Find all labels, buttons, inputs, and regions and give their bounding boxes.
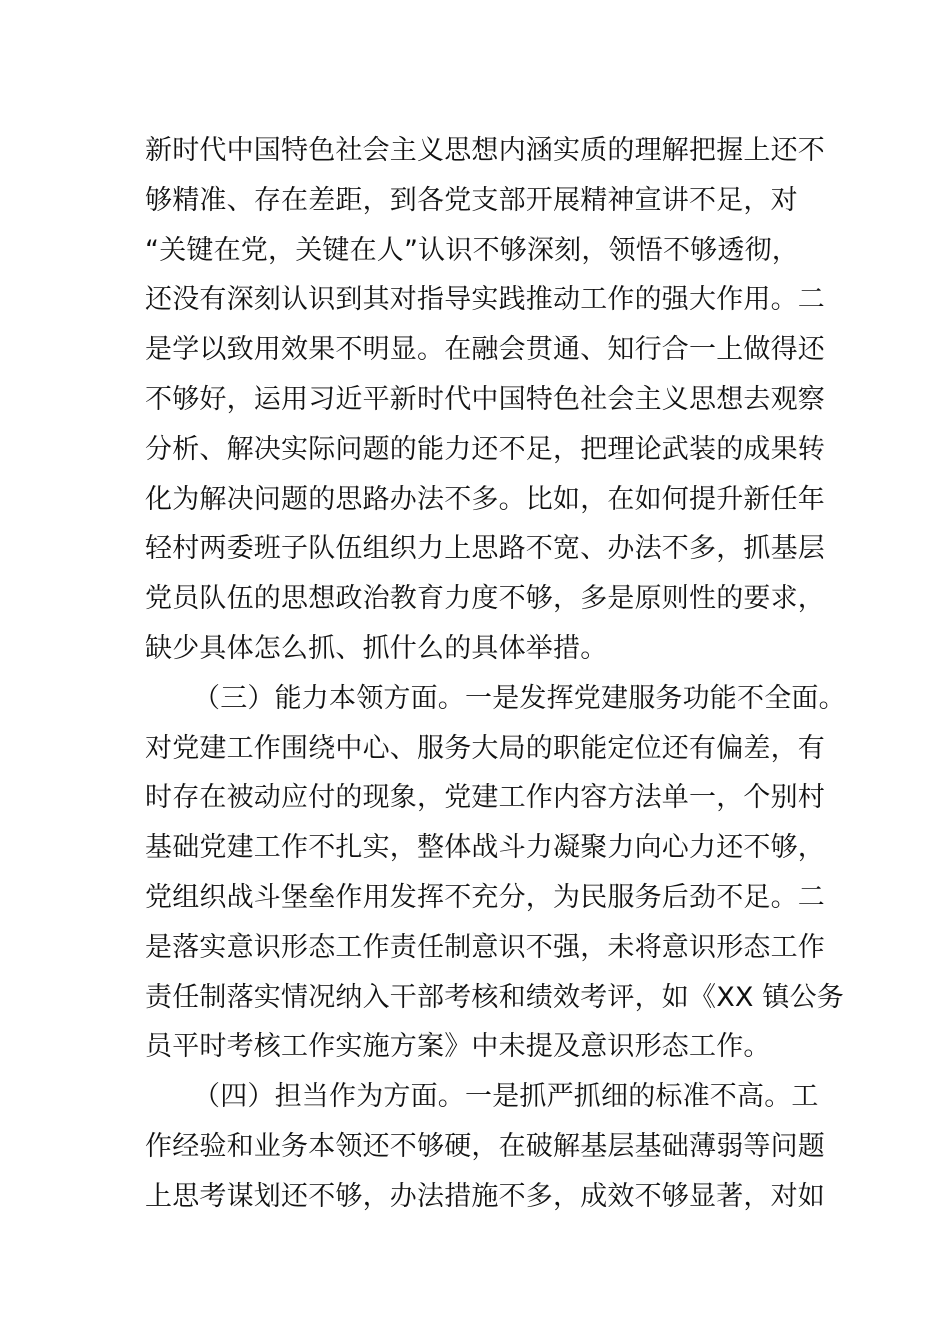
text-line: 员平时考核工作实施方案》中未提及意识形态工作。 — [145, 1031, 771, 1063]
text-line: 新时代中国特色社会主义思想内涵实质的理解把握上还不 — [145, 135, 825, 166]
text-line: 时存在被动应付的现象，党建工作内容方法单一，个别村 — [145, 782, 825, 814]
text-line: 分析、解决实际问题的能力还不足，把理论武装的成果转 — [145, 433, 825, 465]
text-line: 化为解决问题的思路办法不多。比如，在如何提升新任年 — [145, 483, 825, 515]
text-line: 党组织战斗堡垒作用发挥不充分，为民服务后劲不足。二 — [145, 881, 825, 913]
text-line: 上思考谋划还不够，办法措施不多，成效不够显著，对如 — [145, 1180, 825, 1212]
text-line: 党员队伍的思想政治教育力度不够，多是原则性的要求， — [145, 583, 825, 615]
text-line: 轻村两委班子队伍组织力上思路不宽、办法不多，抓基层 — [145, 533, 825, 565]
section-heading-line: （三）能力本领方面。一是发挥党建服务功能不全面。 — [193, 682, 846, 714]
text-line: 对党建工作围绕中心、服务大局的职能定位还有偏差，有 — [145, 732, 825, 764]
text-line: 基础党建工作不扎实，整体战斗力凝聚力向心力还不够， — [145, 832, 825, 864]
text-line: 够精准、存在差距，到各党支部开展精神宣讲不足，对 — [145, 184, 798, 216]
text-line: 还没有深刻认识到其对指导实践推动工作的强大作用。二 — [145, 284, 825, 316]
section-heading-line: （四）担当作为方面。一是抓严抓细的标准不高。工 — [193, 1081, 819, 1113]
document-body — [145, 126, 846, 1222]
text-line: 不够好，运用习近平新时代中国特色社会主义思想去观察 — [145, 383, 825, 415]
text-line: 作经验和业务本领还不够硬，在破解基层基础薄弱等问题 — [145, 1130, 825, 1162]
text-line: “关键在党，关键在人”认识不够深刻，领悟不够透彻， — [145, 234, 799, 266]
text-line: 责任制落实情况纳入干部考核和绩效考评，如《XX 镇公务 — [145, 981, 844, 1013]
text-line: 是学以致用效果不明显。在融会贯通、知行合一上做得还 — [145, 334, 825, 366]
text-line: 是落实意识形态工作责任制意识不强，未将意识形态工作 — [145, 931, 825, 963]
text-line: 缺少具体怎么抓、抓什么的具体举措。 — [145, 632, 608, 664]
